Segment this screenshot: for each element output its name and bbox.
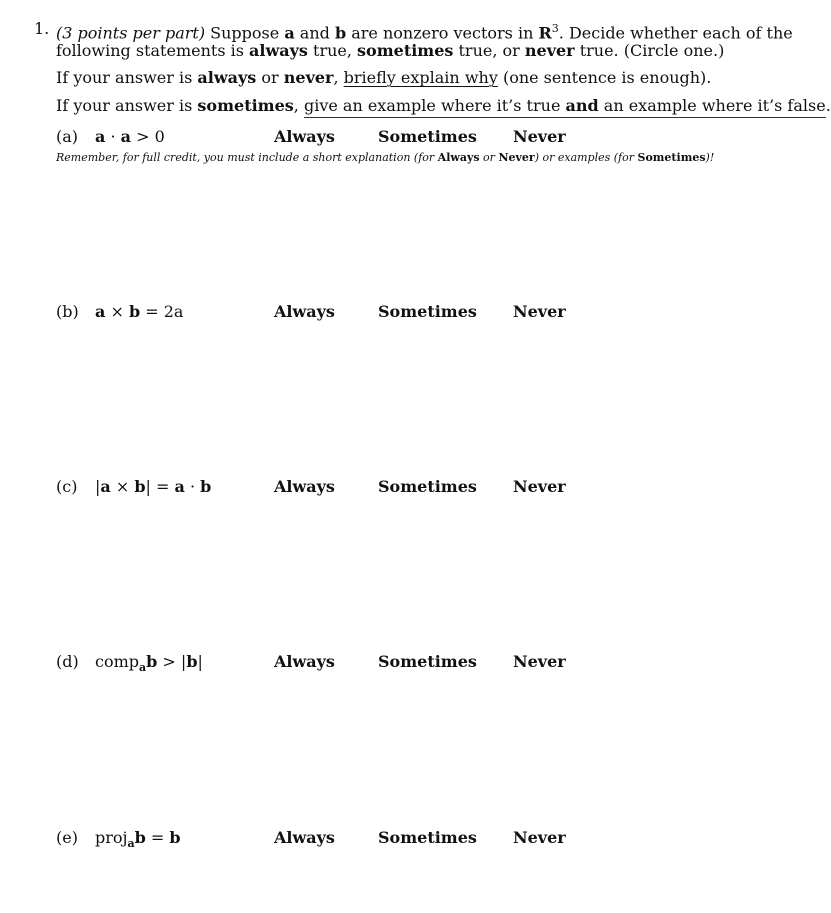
- part-e: [56, 827, 756, 849]
- part-b: [56, 301, 756, 323]
- always-option[interactable]: Always: [274, 127, 335, 146]
- part-label: (d): [56, 652, 79, 671]
- sometimes-option[interactable]: Sometimes: [378, 302, 477, 321]
- problem-intro-line-1: (3 points per part) Suppose a and b are nonzero vectors in $R^3$. Decide whether each of the: [56, 22, 793, 43]
- sometimes-option[interactable]: Sometimes: [378, 652, 477, 671]
- never-option[interactable]: Never: [513, 652, 566, 671]
- always-option[interactable]: Always: [274, 477, 335, 496]
- part-label: (e): [56, 828, 78, 847]
- always-option[interactable]: Always: [274, 302, 335, 321]
- never-option[interactable]: Never: [513, 127, 566, 146]
- sometimes-option[interactable]: Sometimes: [378, 477, 477, 496]
- part-label: (b): [56, 302, 79, 321]
- full-credit-reminder: Remember, for full credit, you must include a short explanation (for Always or Never) or examples (for Sometimes)!: [56, 151, 715, 164]
- problem-instruction-explain: If your answer is always or never, briefly explain why (one sentence is enough).: [56, 68, 712, 87]
- problem-instruction-example: If your answer is sometimes, give an example where it’s true and an example where it’s false.: [56, 96, 831, 116]
- part-label: (c): [56, 477, 78, 496]
- part-statement: |a × b| = a · b: [95, 477, 212, 496]
- sometimes-option[interactable]: Sometimes: [378, 828, 477, 847]
- always-option[interactable]: Always: [274, 652, 335, 671]
- part-d: [56, 651, 756, 673]
- part-statement: a · a > 0: [95, 127, 165, 146]
- problem-number: 1.: [34, 19, 50, 38]
- sometimes-option[interactable]: Sometimes: [378, 127, 477, 146]
- problem-intro-line-2: following statements is always true, sometimes true, or never true. (Circle one.): [56, 41, 725, 60]
- example-underline: give an example where it’s true and an example where it’s false: [304, 96, 826, 118]
- never-option[interactable]: Never: [513, 302, 566, 321]
- part-a: [56, 126, 756, 148]
- never-option[interactable]: Never: [513, 477, 566, 496]
- part-statement: comp$_a$b > |b|: [95, 652, 203, 674]
- part-statement: proj$_a$b = b: [95, 828, 181, 850]
- always-option[interactable]: Always: [274, 828, 335, 847]
- part-c: [56, 476, 756, 498]
- part-statement: a × b = 2a: [95, 302, 184, 321]
- part-label: (a): [56, 127, 79, 146]
- never-option[interactable]: Never: [513, 828, 566, 847]
